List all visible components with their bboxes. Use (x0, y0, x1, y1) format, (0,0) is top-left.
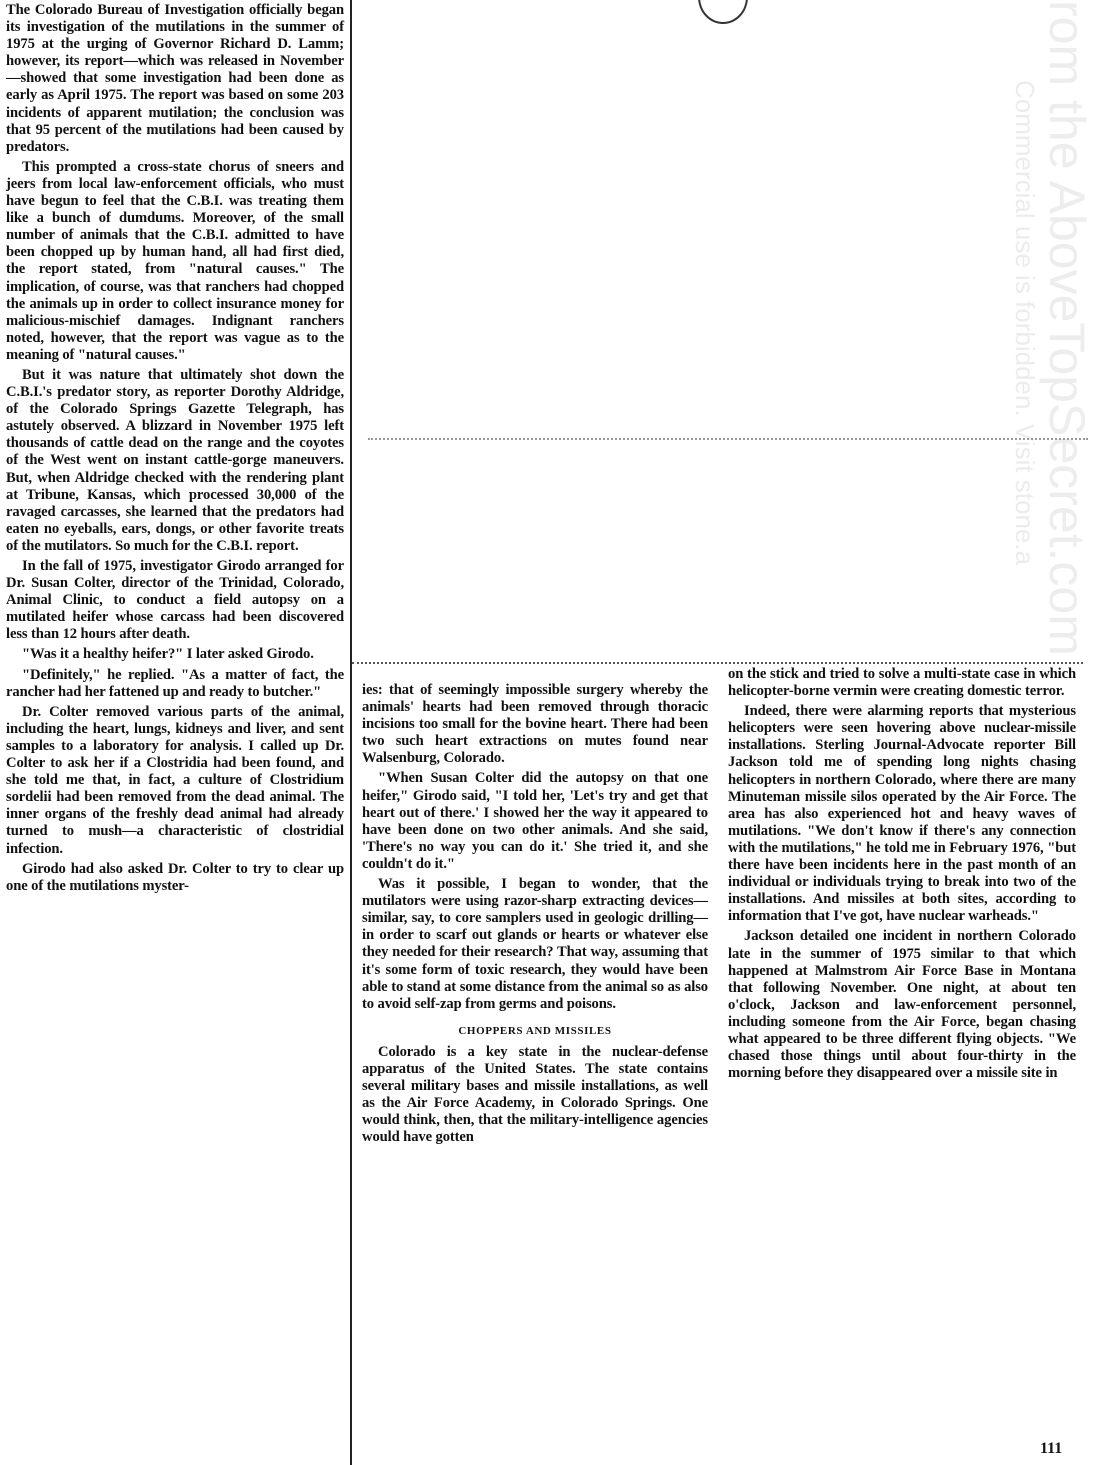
watermark-line-1: rom the AboveTopSecret.com (1039, 0, 1095, 656)
paragraph: The Colorado Bureau of Investigation officially began its investigation of the mutilations in the summer of 1975 at the urging of Governor Richard D. Lamm; however, its report—which was released in November—showed that some investigation had been done as early as April 1975. The report was based on some 203 incidents of apparent mutilation; the conclusion was that 95 percent of the mutilations had been caused by predators. (6, 2, 344, 155)
paragraph: Was it possible, I began to wonder, that the mutilators were using razor-sharp extracting devices—similar, say, to core samplers used in geologic drilling—in order to scarf out glands or hearts or whatever else they needed for their research? That way, assuming that it's some form of toxic research, they would have been able to stand at some distance from the animal so as also to avoid self-zap from germs and poisons. (362, 876, 708, 1012)
paragraph: Colorado is a key state in the nuclear-defense apparatus of the United States. The state contains several military bases and missile installations, as well as the Air Force Academy, in Colorado Springs. One would think, then, that the military-intelligence agencies would have gotten (362, 1043, 708, 1146)
text-column-2 (362, 682, 708, 1149)
paragraph: In the fall of 1975, investigator Girodo arranged for Dr. Susan Colter, director of the Trinidad, Colorado, Animal Clinic, to conduct a field autopsy on a mutilated heifer whose carcass had been discovered less than 12 hours after death. (6, 558, 344, 643)
paragraph: Girodo had also asked Dr. Colter to try to clear up one of the mutilations myster- (6, 860, 344, 894)
scan-artifact-arc (698, 0, 748, 24)
paragraph: "When Susan Colter did the autopsy on that one heifer," Girodo said, "I told her, 'Let's try and get that heart out of there.' I showed her the way it appeared to have been done on two other animals. And she said, 'There's no way you can do it.' She tried it, and she couldn't do it." (362, 770, 708, 872)
section-subhead: CHOPPERS AND MISSILES (458, 1024, 612, 1037)
paragraph: Indeed, there were alarming reports that mysterious helicopters were seen hovering above nuclear-missile installations. Sterling Journal-Advocate reporter Bill Jackson told me of spending long nights chasing helicopters in northern Colorado, where there are many Minuteman missile silos operated by the Air Force. The area has also experienced hot and heavy waves of mutilations. "We don't know if there's any connection with the mutilations," he told me in February 1976, "but there have been incidents here in the past month of an individual or individuals trying to break into two of the installations. And missiles at both sites, according to information that I've got, have nuclear warheads." (728, 703, 1076, 925)
dotted-divider (352, 662, 1083, 665)
paragraph: ies: that of seemingly impossible surgery whereby the animals' hearts had been removed through thoracic incisions too small for the bovine heart. There had been two such heart extractions on mutes found near Walsenburg, Colorado. (362, 682, 708, 767)
paragraph: "Was it a healthy heifer?" I later asked Girodo. (22, 646, 314, 663)
paragraph: on the stick and tried to solve a multi-state case in which helicopter-borne vermin were creating domestic terror. (728, 666, 1076, 700)
paragraph: Jackson detailed one incident in northern Colorado late in the summer of 1975 similar to that which happened at Malmstrom Air Force Base in Montana that following November. One night, at about ten o'clock, Jackson and law-enforcement personnel, including someone from the Air Force, began chasing what appeared to be three different flying objects. "We chased those things until about four-thirty in the morning before they disappeared over a missile site in (728, 928, 1076, 1082)
paragraph: But it was nature that ultimately shot down the C.B.I.'s predator story, as reporter Dorothy Aldridge, of the Colorado Springs Gazette Telegraph, has astutely observed. A blizzard in November 1975 left thousands of cattle dead on the range and the coyotes of the West went on instant cattle-gorge maneuvers. But, when Aldridge checked with the rendering plant at Tribune, Kansas, which processed 30,000 of the ravaged carcasses, she learned that the predators had eaten no eyeballs, ears, dongs, or other favorite treats of the mutilators. So much for the C.B.I. report. (6, 366, 344, 554)
watermark-line-2: Commercial use is forbidden. Visit stone.a (1010, 80, 1040, 566)
paragraph: Dr. Colter removed various parts of the animal, including the heart, lungs, kidneys and liver, and sent samples to a laboratory for analysis. I called up Dr. Colter to ask her if a Clostridia had been found, and she told me that, in fact, a culture of Clostridium sordelii had been removed from the dead animal. The inner organs of the freshly dead animal had already turned to mush—a characteristic of clostridial infection. (6, 703, 344, 857)
dotted-divider-top (368, 438, 1088, 442)
paragraph: This prompted a cross-state chorus of sneers and jeers from local law-enforcement officials, who must have begun to feel that the C.B.I. was treating them like a bunch of dumdums. Moreover, of the small number of animals that the C.B.I. admitted to have been chopped up by human hand, all had first died, the report stated, from "natural causes." The implication, of course, was that ranchers had chopped the animals up in order to collect insurance money for malicious-mischief damages. Indignant ranchers noted, however, that the report was vague as to the meaning of "natural causes." (6, 158, 344, 363)
paragraph: "Definitely," he replied. "As a matter of fact, the rancher had her fattened up and ready to butcher." (6, 666, 344, 700)
column-rule (350, 0, 352, 1465)
text-column-1 (6, 2, 344, 898)
page-number: 111 (1040, 1440, 1063, 1457)
text-column-3 (728, 666, 1076, 1085)
